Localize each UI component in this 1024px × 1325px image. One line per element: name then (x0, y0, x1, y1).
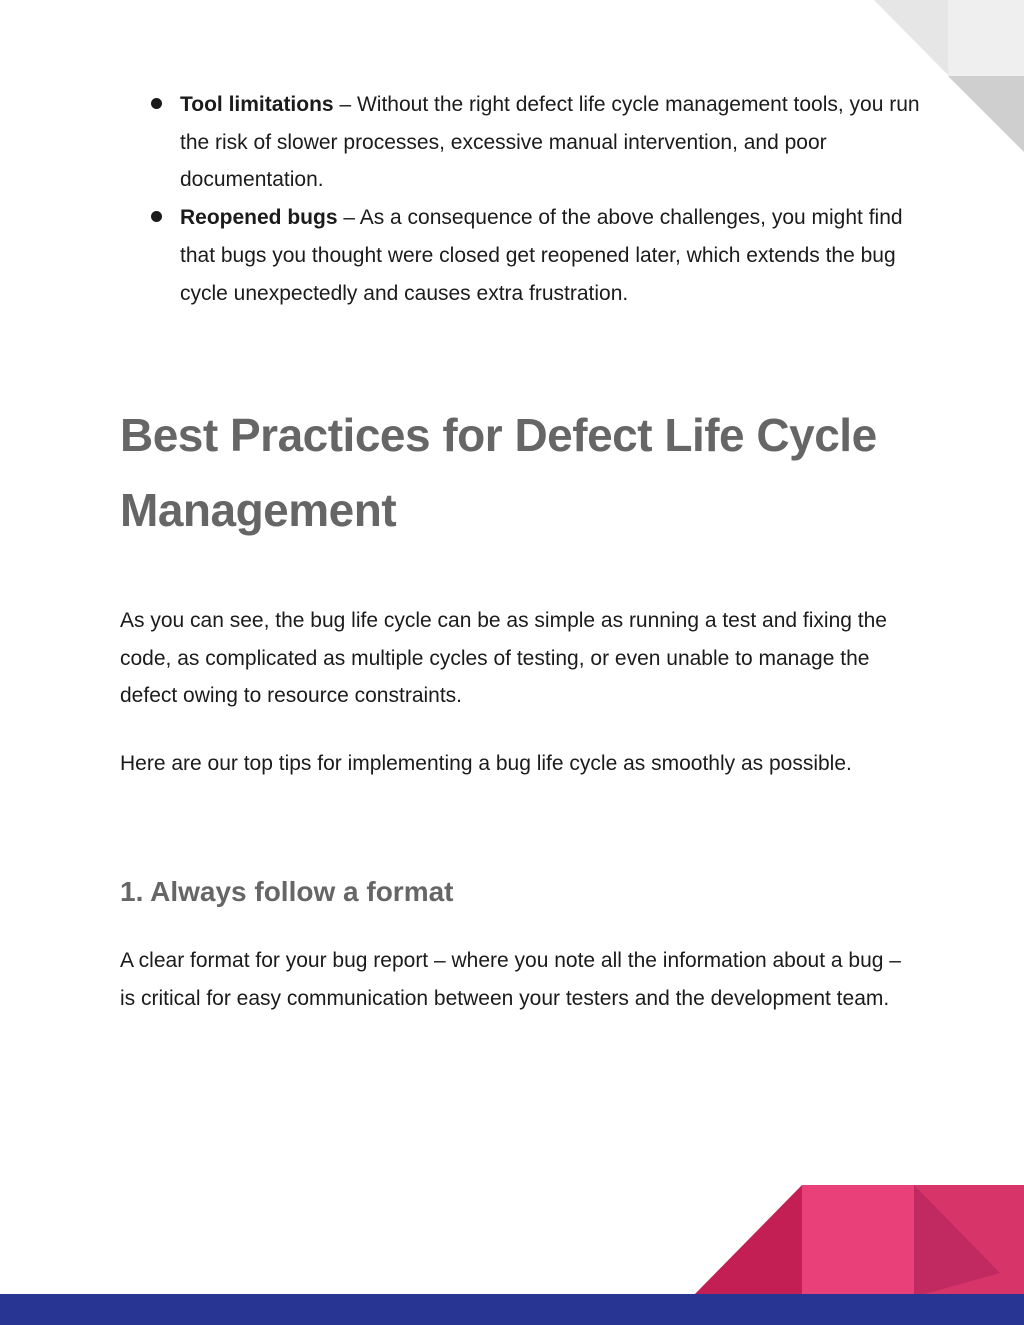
bullet-item-reopened-bugs (180, 199, 920, 312)
bullet-text: – As a consequence of the above challenges, you might find that bugs you thought were closed get reopened later, which extends the bug cycle unexpectedly and causes extra frustration. (180, 206, 903, 305)
format-paragraph: A clear format for your bug report – where you note all the information about a bug – is critical for easy communication between your testers and the development team. (120, 949, 901, 1010)
bullet-dot-icon (151, 98, 162, 109)
tips-paragraph: Here are our top tips for implementing a bug life cycle as smoothly as possible. (120, 752, 852, 775)
bullet-dot-icon (151, 211, 162, 222)
bottom-right-corner-decoration (690, 1185, 1024, 1297)
bullet-text: – Without the right defect life cycle management tools, you run the risk of slower processes, excessive manual intervention, and poor documentation. (180, 93, 920, 192)
bullet-item-tool-limitations (180, 86, 920, 199)
bullet-term: Reopened bugs (180, 206, 338, 230)
subsection-heading: 1. Always follow a format (120, 876, 454, 907)
section-heading: Best Practices for Defect Life Cycle Management (120, 409, 877, 536)
challenges-bullet-list (180, 86, 920, 312)
intro-paragraph: As you can see, the bug life cycle can be as simple as running a test and fixing the code, as complicated as multiple cycles of testing, or even unable to manage the defect owing to resource constraints. (120, 609, 887, 708)
bullet-term: Tool limitations (180, 93, 334, 116)
footer-bar (0, 1294, 1024, 1325)
